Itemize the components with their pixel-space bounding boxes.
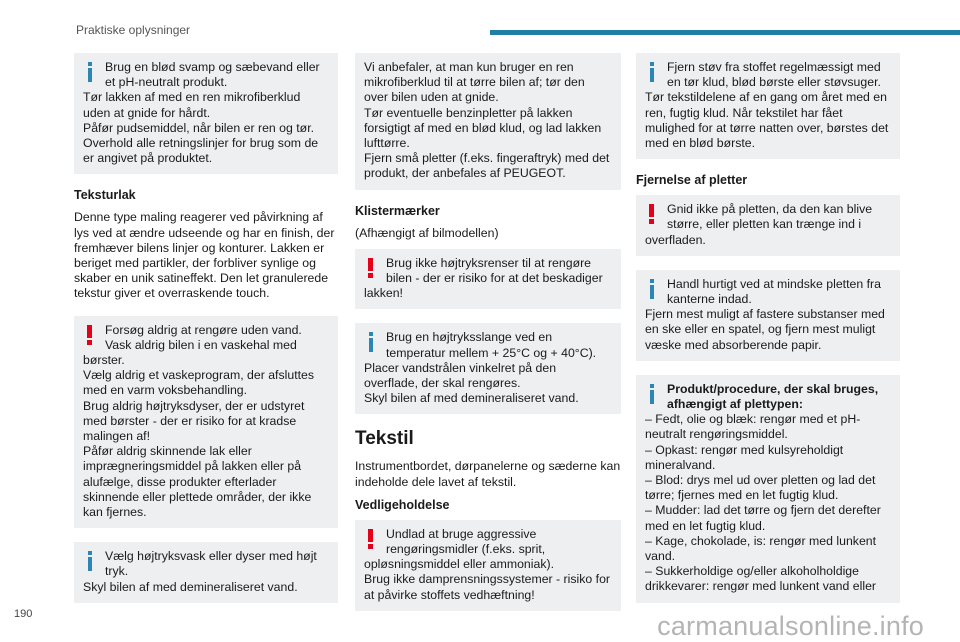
header-accent-bar bbox=[490, 30, 960, 35]
info-box bbox=[74, 542, 338, 603]
section-heading: Klistermærker bbox=[355, 203, 440, 218]
box-text: børster. Vælg aldrig et vaskeprogram, der afsluttes med en varm voksbehandling. Brug aldrig højtryksdyser, der er udstyret med børster - der er risiko for at kradse malingen af! Påfør aldrig skinnende lak eller imprægneringsmiddel på lakken eller på alufælge, disse produkter efterlader skinnende eller plettede områder, der ikke kan fjernes. bbox=[83, 353, 315, 520]
section-heading: Teksturlak bbox=[74, 188, 136, 203]
paragraph: Denne type maling reagerer ved påvirkning af lys ved at ændre udseende og har en finish, der fremhæver bilens linjer og konturer. Lakken er beriget med partikler, der forbliver synlige og skaber en unik satineffekt. Den let granulerede tekstur giver et overraskende touch. bbox=[74, 210, 335, 301]
warning-box bbox=[355, 520, 621, 611]
text-box bbox=[355, 53, 621, 190]
info-icon bbox=[84, 62, 96, 82]
paragraph: Instrumentbordet, dørpanelerne og sæderne kan indeholde dele lavet af tekstil. bbox=[355, 459, 621, 489]
warning-box bbox=[355, 249, 621, 310]
box-text-lead: Produkt/procedure, der skal bruges, afhængigt af plettypen: bbox=[667, 381, 879, 412]
info-icon bbox=[365, 332, 377, 352]
info-icon bbox=[646, 62, 658, 82]
box-text-lead: Gnid ikke på pletten, da den kan blive større, eller pletten kan trænge ind i bbox=[667, 202, 873, 232]
warning-icon bbox=[365, 258, 377, 278]
box-text: Skyl bilen af med demineraliseret vand. bbox=[83, 579, 298, 594]
box-text: Vi anbefaler, at man kun bruger en ren mikrofiberklud til at tørre bilen af; tør den over bilen uden at gnide. Tør eventuelle benzinpletter på lakken forsigtigt af med en blød klud, og lad lakken lufttørre. Fjern små pletter (f.eks. fingeraftryk) med det produkt, der anbefales af PEUGEOT. bbox=[364, 60, 610, 181]
box-text: overfladen. bbox=[645, 232, 706, 247]
info-box bbox=[636, 53, 900, 159]
box-text-lead: Forsøg aldrig at rengøre uden vand. Vask aldrig bilen i en vaskehal med bbox=[105, 322, 302, 352]
box-text: Tør lakken af med en ren mikrofiberklud uden at gnide for hårdt. Påfør pudsemiddel, når bilen er ren og tør. Overhold alle retningslinjer for brug som de er angivet på produktet. bbox=[83, 90, 319, 166]
warning-icon bbox=[646, 204, 658, 224]
box-text-lead: Brug ikke højtryksrenser til at rengøre bilen - der er risiko for at det beskadiger bbox=[386, 255, 603, 286]
chapter-title: Tekstil bbox=[355, 428, 414, 450]
box-text: Placer vandstrålen vinkelret på den overflade, der skal rengøres. Skyl bilen af med demineraliseret vand. bbox=[364, 360, 579, 406]
box-text-lead: Brug en blød svamp og sæbevand eller et pH-neutralt produkt. bbox=[105, 60, 320, 90]
box-text: – Fedt, olie og blæk: rengør med et pH-neutralt rengøringsmiddel. – Opkast: rengør med kulsyreholdigt mineralvand. – Blod: drys mel ud over pletten og lad det tørre; fjernes med en let fugtig klud. – Mudder: lad det tørre og fjern det derefter med en let fugtig klud. – Kage, chokolade, is: rengør med lunkent vand. – Sukkerholdige og/eller alkoholholdige drikkevarer: rengør med lunkent vand eller bbox=[645, 412, 881, 594]
running-header: Praktiske oplysninger bbox=[76, 23, 191, 37]
box-text-lead: Fjern støv fra stoffet regelmæssigt med en tør klud, blød børste eller støvsuger. bbox=[667, 60, 881, 90]
box-text-lead: Handl hurtigt ved at mindske pletten fra kanterne indad. bbox=[667, 276, 881, 307]
box-text-lead: Brug en højtryksslange ved en temperatur mellem + 25°C og + 40°C). bbox=[386, 330, 597, 360]
box-text: Fjern mest muligt af fastere substanser med en ske eller en spatel, og fjern mest muligt væske med absorberende papir. bbox=[645, 307, 885, 352]
column-2 bbox=[355, 53, 621, 625]
box-text: opløsningsmiddel eller ammoniak). Brug ikke damprensningssystemer - risiko for at påvirke stoffets vedhæftning! bbox=[364, 557, 611, 602]
warning-box bbox=[74, 316, 338, 529]
section-heading: Fjernelse af pletter bbox=[636, 173, 748, 188]
warning-icon bbox=[365, 529, 377, 549]
column-1 bbox=[74, 53, 338, 617]
info-icon bbox=[646, 384, 658, 404]
info-icon bbox=[646, 279, 658, 299]
watermark: carmanualsonline.info bbox=[657, 611, 924, 641]
info-box bbox=[355, 323, 621, 414]
box-text: Tør tekstildelene af en gang om året med en ren, fugtig klud. Når tekstilet har fået mulighed for at tørre natten over, børstes det med en blød børste. bbox=[645, 90, 889, 151]
section-heading: Vedligeholdelse bbox=[355, 497, 450, 512]
info-box bbox=[74, 53, 338, 174]
box-text-lead: Undlad at bruge aggressive rengøringsmidler (f.eks. sprit, bbox=[386, 526, 546, 557]
page-number: 190 bbox=[14, 608, 33, 620]
sub-heading: (Afhængigt af bilmodellen) bbox=[355, 225, 499, 240]
box-text-lead: Vælg højtryksvask eller dyser med højt tryk. bbox=[105, 549, 317, 579]
box-text: lakken! bbox=[364, 286, 403, 301]
warning-box bbox=[636, 195, 900, 256]
info-icon bbox=[84, 551, 96, 571]
info-box bbox=[636, 270, 900, 361]
column-3 bbox=[636, 53, 900, 617]
warning-icon bbox=[84, 325, 96, 345]
info-box bbox=[636, 375, 900, 603]
